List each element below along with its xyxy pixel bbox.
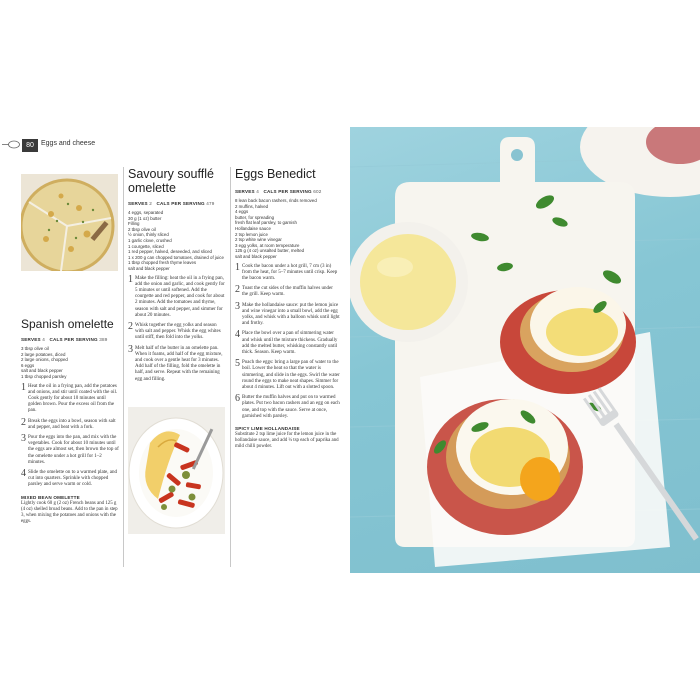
method-step: 3 Melt half of the butter in an omelette pan. When it foams, add half of the egg mixture, and cook over a gentle heat for 3 minutes. Add half of the filling, fold the omelette in half, and serve. Repeat with the remaining egg and filling.: [128, 343, 223, 382]
method-step: 2 Break the eggs into a bowl, season with salt and pepper, and beat with a fork.: [21, 416, 116, 430]
serves-line: SERVES 2 CALS PER SERVING 479: [128, 201, 215, 206]
ingredient-list: 3 tbsp olive oil 2 large potatoes, diced 2 large onions, chopped 6 eggs salt and black pepper 1 tbsp chopped parsley: [21, 346, 68, 379]
left-page: [0, 127, 350, 573]
book-spread: [0, 127, 700, 573]
method-step: 4 Slide the omelette on to a warmed plate, and cut into quarters. Sprinkle with chopped parsley and serve warm or cold.: [21, 468, 117, 488]
page-header: [0, 137, 350, 153]
ingredient-list: 8 lean back bacon rashers, rinds removed 2 muffins, halved 4 eggs butter, for spreading fresh flat leaf parsley, to garnish Hollandaise sauce 2 tsp lemon juice 2 tsp white wine vinegar 3 egg yolks, at room temperature 125 g (4 oz) unsalted butter, melted salt and black pepper: [235, 198, 317, 259]
variation-text: Substitute 2 tsp lime juice for the lemon juice in the hollandaise sauce, and add ¼ tsp each of paprika and mild chilli powder.: [235, 432, 339, 450]
variation-title: MIXED BEAN OMELETTE: [21, 494, 80, 500]
method-step: 1 Cook the bacon under a hot grill, 7 cm (3 in) from the heat, for 5–7 minutes until crisp. Keep the bacon warm.: [235, 261, 338, 281]
serves-line: SERVES 4 CALS PER SERVING 602: [235, 189, 322, 194]
spanish-omelette-recipe: [21, 317, 119, 525]
variation-title: SPICY LIME HOLLANDAISE: [235, 426, 300, 431]
recipe-title: Spanish omelette: [21, 317, 114, 331]
eggs-benedict-recipe: [235, 167, 340, 451]
variation-text: Lightly cook 60 g (2 oz) French beans and 125 g (4 oz) shelled broad beans. Add to the pan in step 3, when mixing the potatoes and onions with the eggs.: [21, 500, 118, 525]
method-step: 3 Make the hollandaise sauce: put the lemon juice and wine vinegar into a small bowl, add the egg yolks, and whisk with a balloon whisk until light and frothy.: [235, 300, 340, 327]
spoon-icon: [2, 140, 20, 149]
souffle-omelette-recipe: [128, 167, 226, 383]
method-step: 3 Pour the eggs into the pan, and mix with the vegetables. Cook for about 10 minutes until the eggs are almost set, then brown the top of the omelette under a hot grill for 1–2 minutes.: [21, 432, 119, 465]
ingredient-list: 4 eggs, separated 30 g (1 oz) butter Filling 2 tbsp olive oil ½ onion, thinly sliced 1 garlic clove, crushed 1 courgette, sliced 1 red pepper, halved, deseeded, and sliced 1 x 200 g can chopped tomatoes, drained of juice 1 tbsp chopped fresh thyme leaves salt and black pepper: [128, 210, 224, 271]
method-step: 2 Whisk together the egg yolks and season with salt and pepper. Whisk the egg whites until stiff, then fold into the yolks.: [128, 320, 221, 341]
recipe-title: Savoury soufflé omelette: [128, 167, 214, 195]
recipe-title: Eggs Benedict: [235, 167, 316, 181]
section-title: Eggs and cheese: [41, 140, 96, 147]
column-divider: [123, 167, 124, 567]
method-step: 1 Heat the oil in a frying pan, add the potatoes and onions, and stir until coated with the oil. Cook gently for about 10 minutes until golden brown. Pour the excess oil from the pan.: [21, 381, 118, 414]
method-step: 6 Butter the muffin halves and put on to warmed plates. Put two bacon rashers and an egg on each one, and top with the sauce. Serve at once, garnished with parsley.: [235, 393, 340, 419]
method-step: 5 Poach the eggs: bring a large pan of water to the boil. Lower the heat so that the water is simmering, and slide in the eggs. Swirl the water round the eggs to make neat shapes. Simmer for about 4 minutes. Lift out with a slotted spoon.: [235, 358, 340, 390]
method-step: 2 Toast the cut sides of the muffin halves under the grill. Keep warm.: [235, 284, 333, 298]
method-step: 4 Place the bowl over a pan of simmering water and whisk until the mixture thickens. Gradually add the melted butter, whisking constantly until thick. Season. Keep warm.: [235, 329, 338, 355]
page-number: 80: [22, 139, 38, 152]
spanish-omelette-photo: [21, 174, 118, 271]
method-step: 1 Make the filling: heat the oil in a frying pan, add the onion and garlic, and cook gently for 5 minutes or until softened. Add the courgette and red pepper, and cook for about 2 minutes. Add the tomatoes and thyme, season with salt and pepper, and simmer for about 20 minutes.: [128, 273, 225, 318]
serves-line: SERVES 4 CALS PER SERVING 389: [21, 337, 108, 342]
column-divider: [230, 167, 231, 567]
eggs-benedict-photo: [350, 127, 700, 573]
souffle-omelette-photo: [128, 407, 225, 534]
